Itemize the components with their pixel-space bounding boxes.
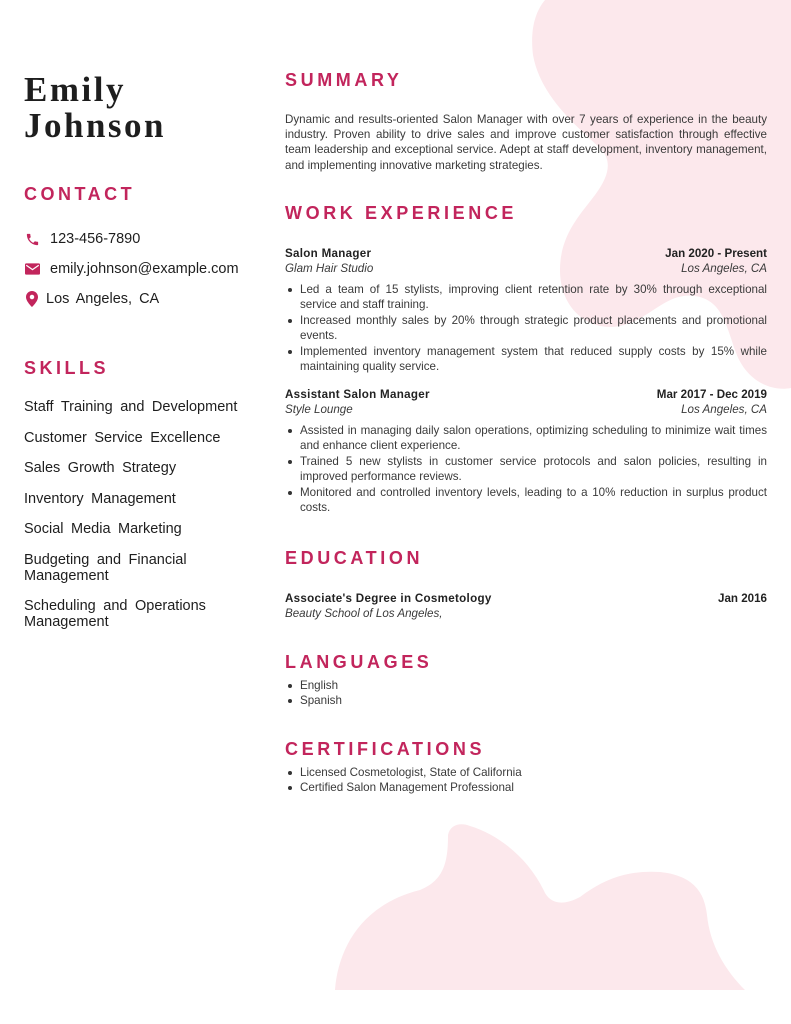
skill-item: Customer Service Excellence bbox=[24, 429, 221, 446]
skills-list bbox=[24, 399, 254, 630]
job-dates: Jan 2020 - Present bbox=[665, 246, 767, 260]
job-location: Los Angeles, CA bbox=[681, 403, 767, 417]
contact-phone bbox=[24, 224, 254, 254]
job-entry bbox=[285, 246, 767, 375]
envelope-icon bbox=[24, 261, 40, 277]
skill-item: Scheduling and Operations Management bbox=[24, 598, 206, 630]
certification-item: Certified Salon Management Professional bbox=[300, 780, 767, 796]
school: Beauty School of Los Angeles, bbox=[285, 607, 443, 621]
job-bullet: Increased monthly sales by 20% through strategic product placements and promotional events. bbox=[300, 313, 767, 343]
skill-item: Sales Growth Strategy bbox=[24, 460, 177, 476]
job-bullet: Trained 5 new stylists in customer service protocols and salon policies, resulting in improved performance reviews. bbox=[300, 454, 767, 484]
email-address: emily.johnson@example.com bbox=[50, 261, 239, 277]
job-title: Salon Manager bbox=[285, 246, 372, 260]
education-heading: EDUCATION bbox=[285, 547, 424, 568]
certifications-heading: CERTIFICATIONS bbox=[285, 738, 486, 759]
skill-item: Budgeting and Financial Management bbox=[24, 551, 187, 584]
job-title: Assistant Salon Manager bbox=[285, 387, 430, 401]
degree: Associate's Degree in Cosmetology bbox=[285, 591, 492, 605]
skill-item: Inventory Management bbox=[24, 490, 176, 507]
certification-item: Licensed Cosmetologist, State of California bbox=[300, 765, 767, 781]
certifications-section bbox=[285, 739, 767, 796]
language-item: English bbox=[300, 678, 767, 694]
job-company: Style Lounge bbox=[285, 403, 353, 417]
location: Los Angeles, CA bbox=[46, 291, 160, 307]
skill-item: Social Media Marketing bbox=[24, 521, 182, 537]
job-bullets bbox=[285, 282, 767, 375]
education-entry bbox=[285, 591, 767, 622]
certifications-list bbox=[285, 765, 767, 796]
work-experience-section bbox=[285, 203, 767, 516]
first-name: Emily bbox=[24, 70, 126, 109]
bottom-blob bbox=[335, 824, 745, 990]
skill-item: Staff Training and Development bbox=[24, 399, 238, 415]
work-experience-heading: WORK EXPERIENCE bbox=[285, 202, 518, 223]
language-item: Spanish bbox=[300, 693, 767, 709]
summary-heading: SUMMARY bbox=[285, 70, 403, 90]
job-company: Glam Hair Studio bbox=[285, 262, 374, 276]
job-dates: Mar 2017 - Dec 2019 bbox=[656, 387, 767, 401]
job-location: Los Angeles, CA bbox=[681, 262, 767, 276]
languages-list bbox=[285, 678, 767, 709]
main-content bbox=[285, 70, 767, 796]
candidate-name bbox=[24, 72, 254, 144]
summary-text: Dynamic and results-oriented Salon Manager with over 7 years of experience in the beauty industry. Proven ability to drive sales and improve customer satisfaction through effective team leadership and exceptional service. Adept at staff development, inventory management, and implementing innovative marketing strategies. bbox=[285, 113, 767, 172]
languages-section bbox=[285, 652, 767, 709]
job-bullets bbox=[285, 423, 767, 516]
sidebar bbox=[24, 72, 254, 645]
contact-heading: CONTACT bbox=[24, 184, 136, 204]
job-bullet: Assisted in managing daily salon operations, optimizing scheduling to minimize wait times and enhance client experience. bbox=[300, 423, 767, 453]
education-date: Jan 2016 bbox=[718, 591, 767, 605]
phone-icon bbox=[24, 231, 40, 247]
summary-section bbox=[285, 70, 767, 173]
job-entry bbox=[285, 387, 767, 516]
contact-location bbox=[24, 284, 254, 314]
job-bullet: Monitored and controlled inventory levels, leading to a 10% reduction in surplus product costs. bbox=[300, 485, 767, 515]
phone-number: 123-456-7890 bbox=[50, 231, 141, 247]
languages-heading: LANGUAGES bbox=[285, 651, 433, 672]
job-bullet: Led a team of 15 stylists, improving client retention rate by 30% through exceptional service and staff training. bbox=[300, 282, 767, 312]
job-bullet: Implemented inventory management system that reduced supply costs by 15% while maintaining quality service. bbox=[300, 344, 767, 374]
contact-email bbox=[24, 254, 254, 284]
map-pin-icon bbox=[24, 291, 40, 307]
skills-heading: SKILLS bbox=[24, 358, 110, 378]
contact-list bbox=[24, 224, 254, 314]
last-name: Johnson bbox=[24, 106, 167, 145]
education-section bbox=[285, 548, 767, 622]
